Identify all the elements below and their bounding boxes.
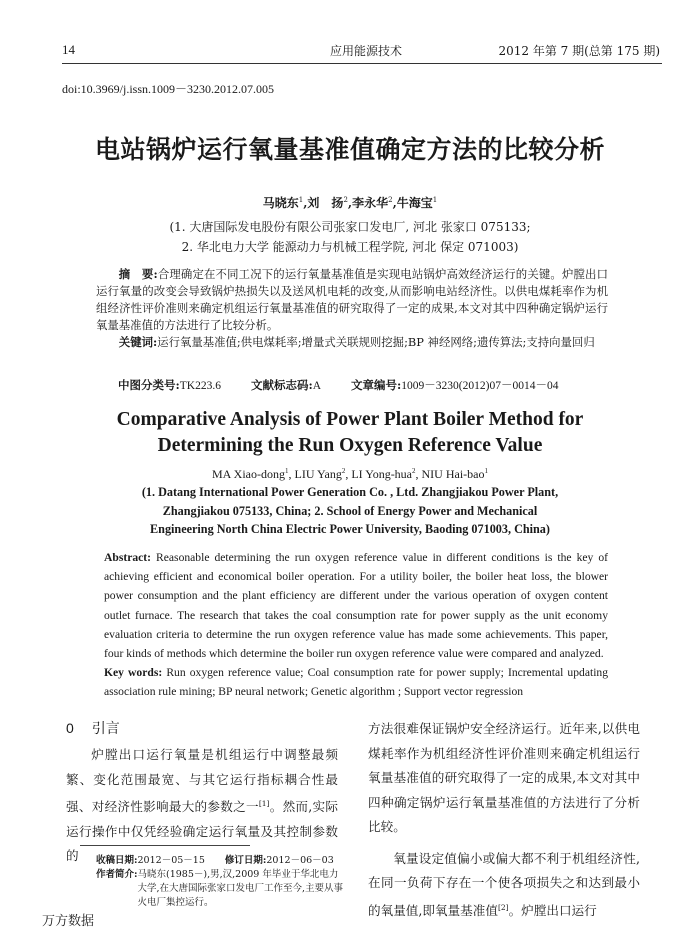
watermark: 万方数据: [42, 914, 95, 929]
en-affiliation-line: Zhangjiakou 075133, China; 2. School of Energy Power and Mechanical: [162, 503, 538, 518]
author-sup: 2: [412, 467, 416, 475]
author-sup: 2: [341, 467, 346, 475]
cn-affiliation-2: 2. 华北电力大学 能源动力与机械工程学院, 河北 保定 071003): [181, 240, 519, 254]
revised-label: 修订日期:: [224, 855, 267, 866]
footnote-bio: [96, 868, 346, 910]
author: NIU Hai-bao: [421, 467, 485, 481]
cn-keywords: [96, 334, 608, 351]
issue-info: 2012 年第 7 期(总第 175 期): [498, 44, 660, 58]
en-authors: MA Xiao-dong$^1$, LIU Yang$^2$, LI Yong-hua$^2$, NIU Hai-bao$^1$: [212, 467, 488, 481]
body-column-left: [66, 743, 338, 869]
cn-abstract-block: [96, 266, 608, 351]
author: 刘 扬: [307, 196, 344, 210]
running-header: [62, 42, 660, 60]
paragraph-text: 。炉膛出口运行: [508, 902, 597, 918]
cn-keywords-text: 运行氧量基准值;供电煤耗率;增量式关联规则挖掘;BP 神经网络;遗传算法;支持向量回归: [157, 335, 595, 349]
bio-label: 作者简介:: [96, 869, 138, 880]
cn-affiliation-1: (1. 大唐国际发电股份有限公司张家口发电厂, 河北 张家口 075133;: [169, 220, 531, 234]
cn-abstract-text: 合理确定在不同工况下的运行氧量基准值是实现电站锅炉高效经济运行的关键。炉膛出口运行氧量的改变会导致锅炉热损失以及送风机电耗的改变,从而影响电站经济性。以供电煤耗率作为机组经济性评价准则来确定机组运行氧量基准值的研究取得了一定的成果,本文对其中四种确定锅炉运行氧量基准值的方法进行了比较分析。: [96, 267, 608, 332]
author-sup: 1: [432, 196, 438, 204]
article-no-value: 1009－3230(2012)07－0014－04: [401, 380, 559, 392]
classification-line: [118, 377, 558, 393]
footnote: [96, 854, 346, 910]
received-value: 2012－05－15: [137, 855, 205, 866]
clc-label: 中图分类号:: [118, 378, 180, 392]
received-label: 收稿日期:: [96, 855, 138, 866]
article-no-label: 文章编号:: [351, 378, 402, 392]
paragraph-text: 氧量设定值偏小或偏大都不利于机组经济性,在同一负荷下存在一个使各项损失之和达到最小的氧量值,即氧量基准值: [368, 850, 640, 918]
en-affiliation-line: Engineering North China Electric Power University, Baoding 071003, China): [150, 522, 550, 536]
author-sup: 1: [285, 467, 289, 475]
body-paragraph: [368, 847, 640, 924]
author: LI Yong-hua: [351, 467, 413, 481]
author: 李永华: [352, 196, 389, 210]
author: 马晓东: [262, 196, 299, 210]
author-sup: 1: [484, 467, 488, 475]
en-title-line: Determining the Run Oxygen Reference Value: [157, 435, 543, 456]
body-paragraph: 方法很难保证锅炉安全经济运行。近年来,以供电煤耗率作为机组经济性评价准则来确定机组运行氧量基准值的研究取得了一定的成果,本文对其中四种确定锅炉运行氧量基准值的方法进行了分析比较。: [368, 721, 640, 834]
cn-title: 电站锅炉运行氧量基准值确定方法的比较分析: [94, 135, 605, 164]
footnote-rule: [80, 845, 250, 846]
en-abstract-block: [104, 548, 608, 702]
en-abstract-label: Abstract:: [104, 551, 152, 564]
cn-abstract: [96, 266, 608, 334]
author-sup: 2: [388, 196, 393, 204]
en-abstract-text: Reasonable determining the run oxygen reference value in different conditions is the key of achieving efficient and economical boiler operation. For a utility boiler, the boiler heat loss, the blower power consumption and the plant efficiency are different under the various operation of oxygen content outlet furnace. The research that takes the coal consumption rate for power supply as the unit economy evaluation criteria to determine the run oxygen reference value has made some achievements. This paper, four kinds of methods which determine the boiler run oxygen reference value were compared and analyzed.: [104, 551, 608, 661]
body-paragraph: [66, 743, 338, 869]
author: 牛海宝: [396, 196, 433, 210]
en-keywords-label: Key words:: [104, 666, 163, 680]
paragraph-text: 。然而,实际运行操作中仅凭经验确定运行氧量及其控制参数的: [66, 799, 338, 864]
paragraph-text: 炉膛出口运行氧量是机组运行中调整最频繁、变化范围最宽、与其它运行指标耦合性最强、对经济性影响最大的参数之一: [66, 747, 338, 815]
revised-value: 2012－06－03: [266, 855, 334, 866]
journal-name: 应用能源技术: [330, 44, 403, 58]
en-title-line: Comparative Analysis of Power Plant Boiler Method for: [116, 409, 584, 430]
doc-code-label: 文献标志码:: [250, 378, 313, 392]
section-title: 引言: [91, 721, 120, 737]
en-affiliations: [0, 483, 700, 539]
cn-authors: 马晓东$^1$,刘 扬$^2$,李永华$^2$,牛海宝$^1$: [262, 196, 438, 210]
en-keywords: [104, 663, 608, 701]
cn-keywords-label: 关键词:: [118, 335, 158, 349]
cn-abstract-label: 摘 要:: [118, 267, 158, 281]
author-sup: 1: [298, 196, 304, 204]
header-rule: [62, 63, 662, 64]
doc-code-value: A: [312, 380, 322, 392]
page-number: 14: [62, 42, 75, 57]
doi: doi:10.3969/j.issn.1009－3230.2012.07.005: [62, 82, 275, 96]
author: MA Xiao-dong: [212, 467, 285, 481]
en-keywords-text: Run oxygen reference value; Coal consumption rate for power supply; Incremental updating association rule mining; BP neural network; Genetic algorithm ; Support vector regression: [104, 666, 609, 699]
author-sup: 2: [343, 196, 348, 204]
bio-value: 马晓东(1985－),男,汉,2009 年毕业于华北电力大学,在大唐国际张家口发电厂工作至今,主要从事火电厂集控运行。: [137, 869, 344, 908]
section-number: 0: [66, 720, 74, 736]
en-affiliation-line: (1. Datang International Power Generation Co. , Ltd. Zhangjiakou Power Plant,: [141, 485, 559, 499]
en-title: [0, 407, 700, 459]
clc-value: TK223.6: [179, 380, 221, 392]
body-column-right: [368, 717, 640, 923]
footnote-dates: [96, 854, 346, 868]
citation: [2]: [497, 902, 509, 912]
section-heading: [66, 718, 120, 738]
citation: [1]: [258, 799, 270, 808]
en-abstract: [104, 548, 608, 663]
author: LIU Yang: [294, 467, 342, 481]
